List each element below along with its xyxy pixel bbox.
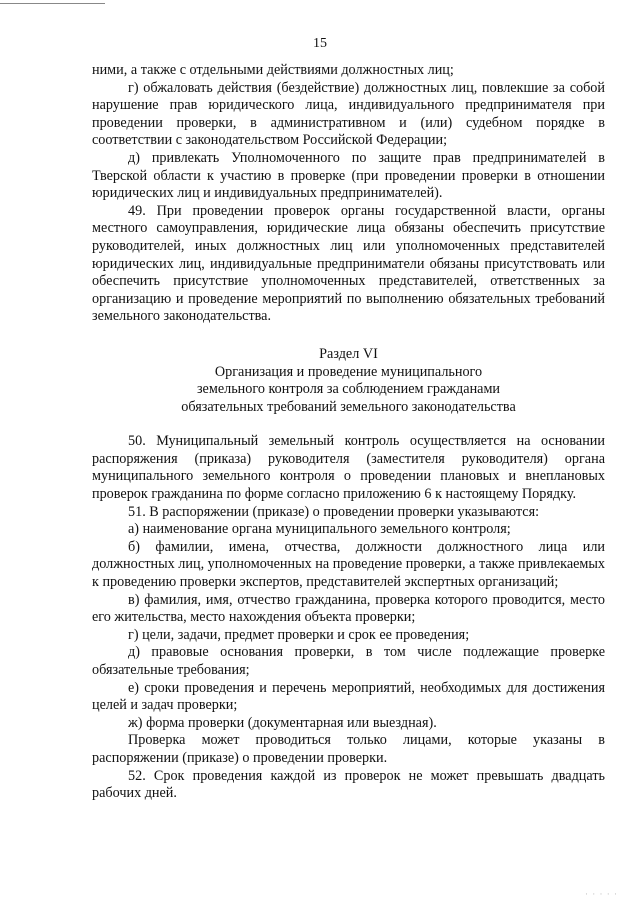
paragraph: Проверка может проводиться только лицами, которые указаны в распоряжении (приказе) о проведении проверки. [92, 732, 605, 766]
paragraph: 51. В распоряжении (приказе) о проведении проверки указываются: [128, 503, 540, 520]
page-number: 15 [313, 36, 327, 51]
paragraph: 49. При проведении проверок органы государственной власти, органы местного самоуправления, юридические лица обязаны обеспечить присутствие руководителей, иных должностных лиц или уполномоченных представителей юридических лиц, индивидуальные предприниматели обязаны присутствовать или обеспечить присутствие уполномоченных представителей, ответственных за организацию и проведение мероприятий по выполнению обязательных требований земельного законодательства. [92, 202, 605, 325]
paragraph: 52. Срок проведения каждой из проверок не может превышать двадцать рабочих дней. [92, 767, 605, 802]
paragraph: е) сроки проведения и перечень мероприятий, необходимых для достижения целей и задач проверки; [92, 679, 605, 714]
paragraphs-top [92, 62, 605, 326]
section-label: Раздел VI [319, 345, 378, 362]
paragraph: г) обжаловать действия (бездействие) должностных лиц, повлекшие за собой нарушение прав юридического лица, индивидуального предпринимателя при проведении проверки, в административном и (или) судебном порядке в соответствии с законодательством Российской Федерации; [92, 79, 605, 149]
scan-artifact: · · · · · [585, 889, 618, 899]
document-body [92, 62, 605, 803]
paragraph: а) наименование органа муниципального земельного контроля; [128, 521, 511, 538]
paragraph: в) фамилия, имя, отчество гражданина, проверка которого проводится, место его жительства, место нахождения объекта проверки; [92, 591, 605, 626]
paragraph: ж) форма проверки (документарная или выездная). [128, 714, 437, 731]
section-title-line: земельного контроля за соблюдением гражданами [196, 381, 501, 398]
paragraph: ними, а также с отдельными действиями должностных лиц; [92, 62, 454, 78]
section-title-line: Организация и проведение муниципального [214, 363, 483, 380]
paragraph: д) правовые основания проверки, в том числе подлежащие проверке обязательные требования; [92, 644, 605, 678]
paragraph: д) привлекать Уполномоченного по защите прав предпринимателей в Тверской области к участию в проверке (при проведении проверки в отношении юридических лиц и индивидуальных предпринимателей). [92, 149, 605, 202]
section-title-line: обязательных требований земельного законодательства [181, 398, 516, 415]
section-heading [92, 346, 605, 416]
paragraph: 50. Муниципальный земельный контроль осуществляется на основании распоряжения (приказа) руководителя (заместителя руководителя) органа муниципального земельного контроля о проведении плановых и внеплановых проверок гражданина по форме согласно приложению 6 к настоящему Порядку. [92, 433, 605, 503]
paragraphs-bottom [92, 433, 605, 802]
paragraph: б) фамилии, имена, отчества, должности должностного лица или должностных лиц, уполномоченных на проведение проверки, а также привлекаемых к проведению проверки экспертов, представителей экспертных организаций; [92, 538, 606, 591]
top-rule [0, 3, 105, 4]
paragraph: г) цели, задачи, предмет проверки и срок ее проведения; [128, 626, 470, 643]
